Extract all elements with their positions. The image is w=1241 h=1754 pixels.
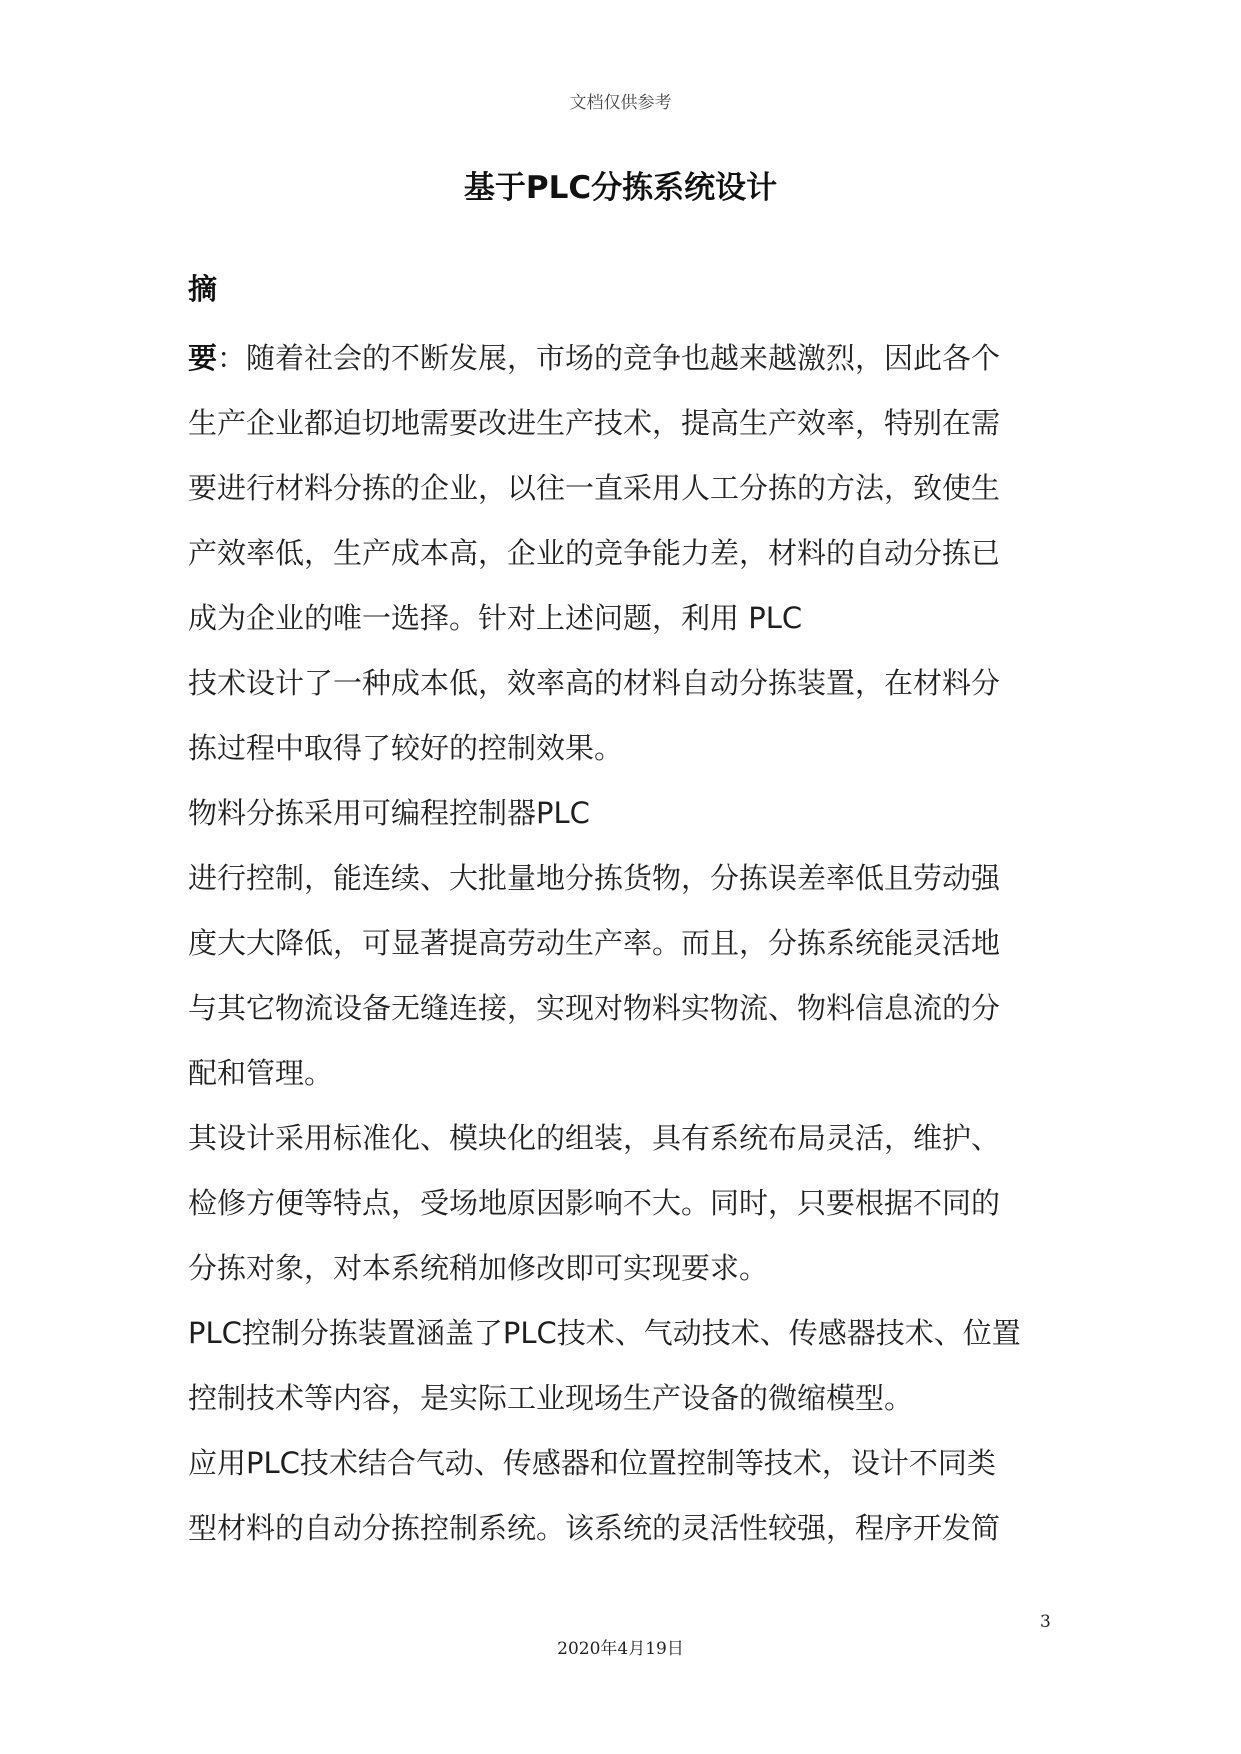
text-line: 技术设计了一种成本低，效率高的材料自动分拣装置，在材料分 — [188, 666, 1001, 700]
footer-date: 2020年4月19日 — [557, 1639, 684, 1659]
text-line: 物料分拣采用可编程控制器PLC — [188, 796, 590, 830]
text-line: 应用PLC技术结合气动、传感器和位置控制等技术，设计不同类 — [188, 1446, 996, 1480]
abstract-label-part-2: 要 — [188, 341, 218, 375]
text-line: 与其它物流设备无缝连接，实现对物料实物流、物料信息流的分 — [188, 991, 1001, 1025]
text-line: 拣过程中取得了较好的控制效果。 — [188, 731, 624, 765]
abstract-body — [188, 268, 1068, 1561]
text-line: 度大大降低，可显著提高劳动生产率。而且，分拣系统能灵活地 — [188, 926, 1001, 960]
text-line: 分拣对象，对本系统稍加修改即可实现要求。 — [188, 1251, 769, 1285]
text-line: 其设计采用标准化、模块化的组装，具有系统布局灵活，维护、 — [188, 1121, 1001, 1155]
text-line: PLC控制分拣装置涵盖了PLC技术、气动技术、传感器技术、位置 — [188, 1316, 1021, 1350]
header-note: 文档仅供参考 — [569, 93, 672, 113]
text-line-content: ：随着社会的不断发展，市场的竞争也越来越激烈，因此各个 — [217, 341, 1001, 375]
text-line: 生产企业都迫切地需要改进生产技术，提高生产效率，特别在需 — [188, 406, 1001, 440]
document-title: 基于PLC分拣系统设计 — [463, 170, 778, 206]
text-line: 进行控制，能连续、大批量地分拣货物，分拣误差率低且劳动强 — [188, 861, 1001, 895]
abstract-label-part-1: 摘 — [188, 272, 218, 306]
text-line — [188, 326, 1068, 391]
text-line: 型材料的自动分拣控制系统。该系统的灵活性较强，程序开发简 — [188, 1511, 1001, 1545]
text-line: 产效率低，生产成本高，企业的竞争能力差，材料的自动分拣已 — [188, 536, 1001, 570]
text-line: 控制技术等内容，是实际工业现场生产设备的微缩模型。 — [188, 1381, 914, 1415]
text-line: 要进行材料分拣的企业，以往一直采用人工分拣的方法，致使生 — [188, 471, 1001, 505]
text-line: 成为企业的唯一选择。针对上述问题，利用 PLC — [188, 601, 803, 635]
text-line: 配和管理。 — [188, 1056, 334, 1090]
text-line: 检修方便等特点，受场地原因影响不大。同时，只要根据不同的 — [188, 1186, 1001, 1220]
abstract-heading-line — [188, 268, 1068, 326]
page-number: 3 — [1040, 1612, 1051, 1632]
